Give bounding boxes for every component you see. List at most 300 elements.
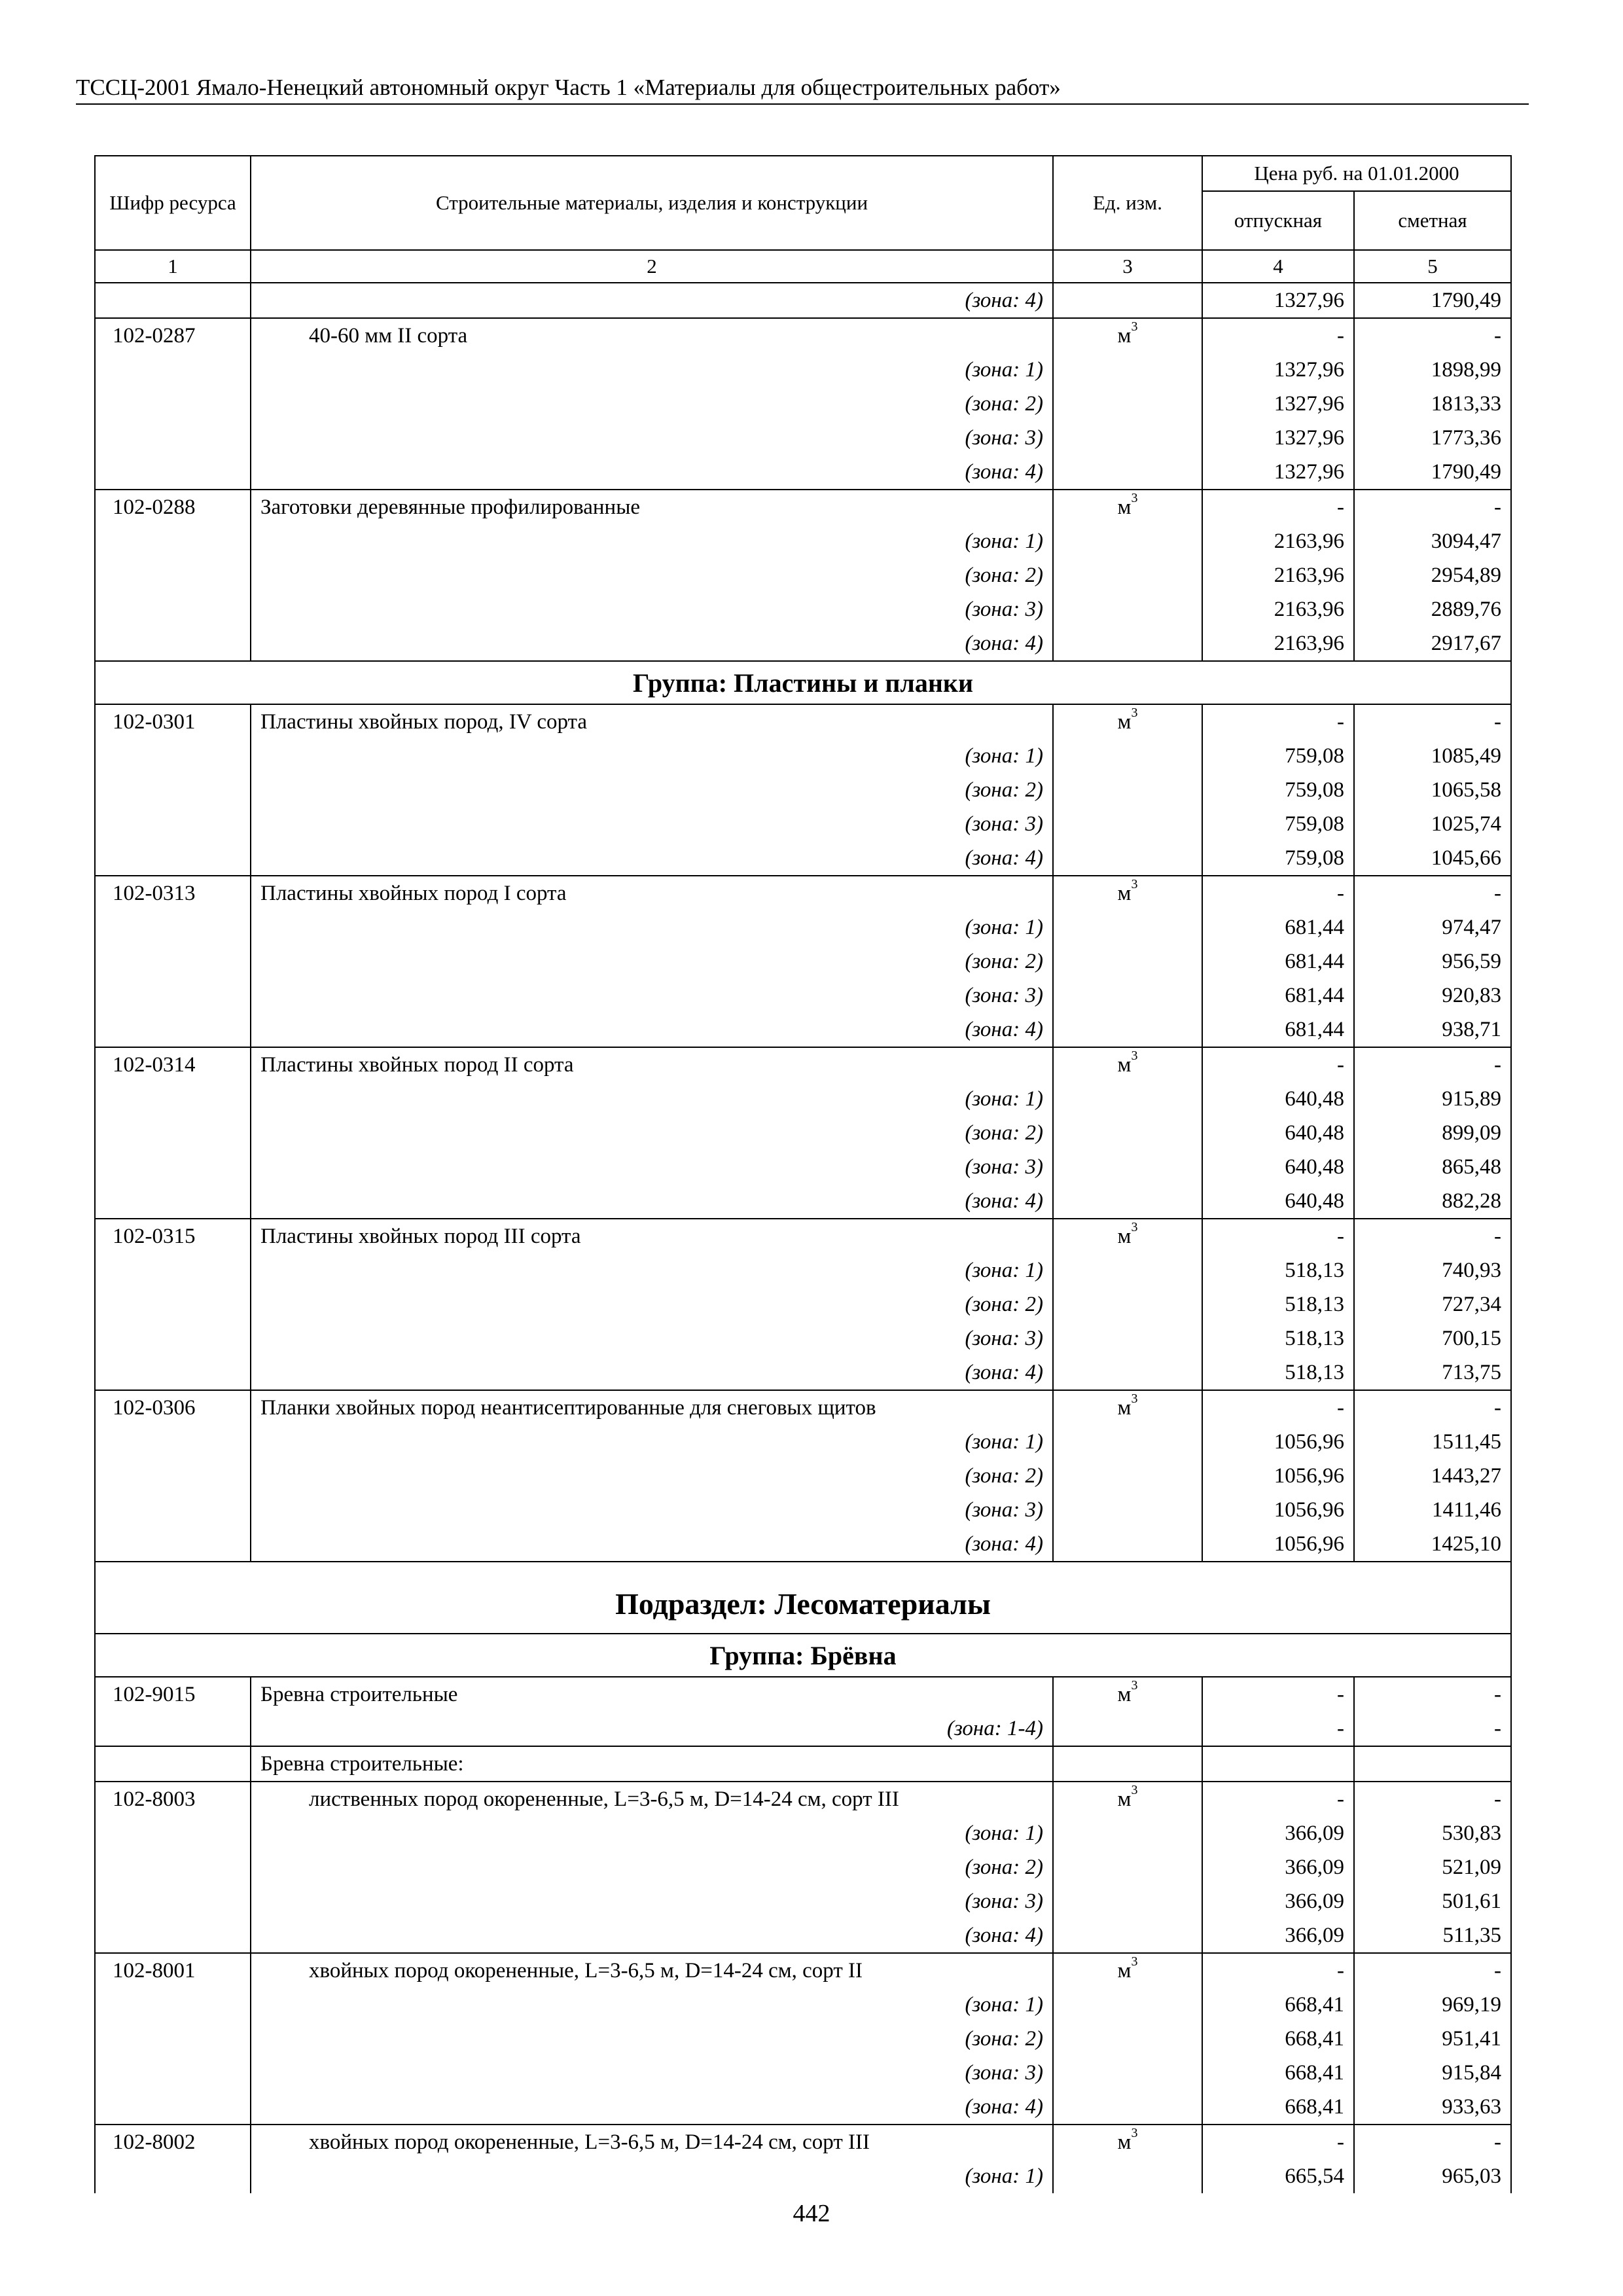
resource-code: [95, 1116, 251, 1150]
resource-code: [95, 1184, 251, 1219]
estimate-price: -: [1354, 1047, 1511, 1082]
resource-code: [95, 1150, 251, 1184]
unit-cell: [1053, 318, 1202, 353]
unit-cell: [1053, 1816, 1202, 1850]
table-row: [95, 2159, 1511, 2193]
release-price: 640,48: [1202, 1184, 1354, 1219]
zone-label: (зона: 4): [251, 841, 1053, 876]
release-price: 518,13: [1202, 1321, 1354, 1355]
table-row: [95, 1459, 1511, 1493]
column-number: 3: [1053, 250, 1202, 283]
table-row: [95, 773, 1511, 807]
material-name: хвойных пород окорененные, L=3-6,5 м, D=14-24 см, сорт III: [251, 2125, 1053, 2159]
zone-label: (зона: 1): [251, 1816, 1053, 1850]
unit-cell: [1053, 283, 1202, 318]
zone-label: (зона: 1): [251, 1082, 1053, 1116]
subsection-heading: Подраздел: Лесоматериалы: [95, 1562, 1511, 1634]
release-price: -: [1202, 1782, 1354, 1816]
table-row: [95, 1493, 1511, 1527]
unit-cell: [1053, 1082, 1202, 1116]
release-price: 668,41: [1202, 2056, 1354, 2090]
unit-cell: [1053, 1184, 1202, 1219]
release-price: 1056,96: [1202, 1459, 1354, 1493]
zone-label: (зона: 1): [251, 739, 1053, 773]
table-row: [95, 807, 1511, 841]
unit-cell: [1053, 524, 1202, 558]
unit: м: [1117, 1396, 1132, 1420]
estimate-price: 1045,66: [1354, 841, 1511, 876]
resource-code: [95, 1321, 251, 1355]
table-row: [95, 1527, 1511, 1562]
zone-label: (зона: 1): [251, 1425, 1053, 1459]
resource-code: [95, 1459, 251, 1493]
release-price: 759,08: [1202, 807, 1354, 841]
release-price: 759,08: [1202, 773, 1354, 807]
material-name: Планки хвойных пород неантисептированные для снеговых щитов: [251, 1390, 1053, 1425]
zone-label: (зона: 4): [251, 626, 1053, 661]
unit-cell: [1053, 1459, 1202, 1493]
table-row: [95, 1425, 1511, 1459]
material-name: Пластины хвойных пород III сорта: [251, 1219, 1053, 1253]
release-price: 2163,96: [1202, 524, 1354, 558]
estimate-price: 1085,49: [1354, 739, 1511, 773]
zone-label: (зона: 1): [251, 524, 1053, 558]
zone-label: (зона: 3): [251, 1150, 1053, 1184]
release-price: -: [1202, 490, 1354, 524]
zone-label: (зона: 3): [251, 1884, 1053, 1918]
table-row: [95, 2056, 1511, 2090]
zone-label: (зона: 3): [251, 978, 1053, 1013]
table-row: [95, 490, 1511, 524]
col-header-release-price: отпускная: [1202, 191, 1354, 250]
unit: м: [1117, 1053, 1132, 1077]
release-price: 668,41: [1202, 2022, 1354, 2056]
zone-label: (зона: 3): [251, 592, 1053, 626]
unit-cell: [1053, 1884, 1202, 1918]
table-row: [95, 1321, 1511, 1355]
estimate-price: 1790,49: [1354, 283, 1511, 318]
table-row: [95, 421, 1511, 455]
zone-label: (зона: 2): [251, 2022, 1053, 2056]
release-price: 668,41: [1202, 2090, 1354, 2125]
unit-cell: [1053, 1150, 1202, 1184]
zone-label: (зона: 3): [251, 807, 1053, 841]
estimate-price: 951,41: [1354, 2022, 1511, 2056]
table-row: [95, 978, 1511, 1013]
unit-cell: [1053, 739, 1202, 773]
release-price: 518,13: [1202, 1287, 1354, 1321]
col-header-code: Шифр ресурса: [95, 156, 251, 250]
unit-cell: [1053, 1390, 1202, 1425]
unit-cell: [1053, 1287, 1202, 1321]
zone-label: (зона: 3): [251, 2056, 1053, 2090]
unit-cell: [1053, 1712, 1202, 1746]
table-row: [95, 1746, 1511, 1782]
unit: м: [1117, 1225, 1132, 1248]
estimate-price: 511,35: [1354, 1918, 1511, 1953]
release-price: 1327,96: [1202, 421, 1354, 455]
estimate-price: 1511,45: [1354, 1425, 1511, 1459]
resource-code: 102-0313: [95, 876, 251, 910]
unit-cell: [1053, 910, 1202, 944]
unit: м: [1117, 2130, 1132, 2154]
estimate-price: 920,83: [1354, 978, 1511, 1013]
table-row: [95, 592, 1511, 626]
estimate-price: 965,03: [1354, 2159, 1511, 2193]
release-price: 366,09: [1202, 1816, 1354, 1850]
unit-superscript: 3: [1131, 319, 1138, 334]
table-row: [95, 387, 1511, 421]
unit-cell: [1053, 1116, 1202, 1150]
estimate-price: 933,63: [1354, 2090, 1511, 2125]
table-row: [95, 1355, 1511, 1390]
release-price: 759,08: [1202, 739, 1354, 773]
resource-code: [95, 1746, 251, 1782]
estimate-price: -: [1354, 1390, 1511, 1425]
estimate-price: -: [1354, 1782, 1511, 1816]
resource-code: 102-0287: [95, 318, 251, 353]
zone-label: (зона: 3): [251, 421, 1053, 455]
release-price: -: [1202, 1953, 1354, 1988]
unit-cell: [1053, 2022, 1202, 2056]
resource-code: [95, 387, 251, 421]
resource-code: [95, 1253, 251, 1287]
resource-code: [95, 455, 251, 490]
zone-label: (зона: 2): [251, 1287, 1053, 1321]
release-price: 1327,96: [1202, 387, 1354, 421]
table-row: [95, 318, 1511, 353]
zone-label: (зона: 1): [251, 1253, 1053, 1287]
estimate-price: 521,09: [1354, 1850, 1511, 1884]
unit-superscript: 3: [1131, 1220, 1138, 1234]
release-price: 640,48: [1202, 1150, 1354, 1184]
resource-code: [95, 283, 251, 318]
release-price: 640,48: [1202, 1082, 1354, 1116]
estimate-price: -: [1354, 1712, 1511, 1746]
estimate-price: 2954,89: [1354, 558, 1511, 592]
estimate-price: 2917,67: [1354, 626, 1511, 661]
zone-label: (зона: 4): [251, 283, 1053, 318]
subsection-heading-row: [95, 1562, 1511, 1634]
unit-cell: [1053, 1493, 1202, 1527]
estimate-price: 865,48: [1354, 1150, 1511, 1184]
release-price: -: [1202, 2125, 1354, 2159]
unit: м: [1117, 1787, 1132, 1811]
material-name: лиственных пород окорененные, L=3-6,5 м, D=14-24 см, сорт III: [251, 1782, 1053, 1816]
table-row: [95, 558, 1511, 592]
release-price: 1056,96: [1202, 1493, 1354, 1527]
estimate-price: 700,15: [1354, 1321, 1511, 1355]
unit-cell: [1053, 773, 1202, 807]
resource-code: [95, 1013, 251, 1047]
release-price: 366,09: [1202, 1850, 1354, 1884]
unit-cell: [1053, 704, 1202, 739]
unit-superscript: 3: [1131, 1049, 1138, 1063]
table-row: [95, 1918, 1511, 1953]
unit-cell: [1053, 421, 1202, 455]
resource-code: 102-8001: [95, 1953, 251, 1988]
unit: м: [1117, 495, 1132, 519]
release-price: -: [1202, 1219, 1354, 1253]
estimate-price: 530,83: [1354, 1816, 1511, 1850]
zone-label: (зона: 3): [251, 1321, 1053, 1355]
unit-cell: [1053, 1425, 1202, 1459]
unit-cell: [1053, 1850, 1202, 1884]
resource-code: [95, 421, 251, 455]
resource-code: [95, 978, 251, 1013]
zone-label: (зона: 1-4): [251, 1712, 1053, 1746]
resource-code: 102-8003: [95, 1782, 251, 1816]
table-row: [95, 626, 1511, 661]
group-heading: Группа: Пластины и планки: [95, 661, 1511, 704]
column-number: 5: [1354, 250, 1511, 283]
release-price: 1327,96: [1202, 283, 1354, 318]
table-row: [95, 353, 1511, 387]
estimate-price: 969,19: [1354, 1988, 1511, 2022]
resource-code: 102-0301: [95, 704, 251, 739]
zone-label: (зона: 2): [251, 1459, 1053, 1493]
table-body: [95, 283, 1511, 2193]
release-price: -: [1202, 318, 1354, 353]
column-number: 4: [1202, 250, 1354, 283]
unit-superscript: 3: [1131, 877, 1138, 891]
unit-cell: [1053, 1355, 1202, 1390]
unit-cell: [1053, 1219, 1202, 1253]
resource-code: [95, 1850, 251, 1884]
table-row: [95, 1150, 1511, 1184]
zone-label: (зона: 4): [251, 455, 1053, 490]
estimate-price: 915,89: [1354, 1082, 1511, 1116]
unit: м: [1117, 1683, 1132, 1706]
release-price: 665,54: [1202, 2159, 1354, 2193]
table-row: [95, 910, 1511, 944]
unit-cell: [1053, 841, 1202, 876]
resource-code: [95, 353, 251, 387]
estimate-price: 974,47: [1354, 910, 1511, 944]
table-row: [95, 944, 1511, 978]
unit: м: [1117, 710, 1132, 734]
estimate-price: 740,93: [1354, 1253, 1511, 1287]
estimate-price: [1354, 1746, 1511, 1782]
release-price: -: [1202, 1712, 1354, 1746]
estimate-price: 938,71: [1354, 1013, 1511, 1047]
release-price: 2163,96: [1202, 626, 1354, 661]
col-header-price-group: Цена руб. на 01.01.2000: [1202, 156, 1511, 191]
estimate-price: 3094,47: [1354, 524, 1511, 558]
resource-code: [95, 2090, 251, 2125]
zone-label: (зона: 2): [251, 1116, 1053, 1150]
resource-code: [95, 1918, 251, 1953]
resource-code: 102-8002: [95, 2125, 251, 2159]
estimate-price: 1025,74: [1354, 807, 1511, 841]
estimate-price: 1443,27: [1354, 1459, 1511, 1493]
unit-cell: [1053, 1953, 1202, 1988]
table-row: [95, 1677, 1511, 1712]
unit: м: [1117, 882, 1132, 905]
estimate-price: 2889,76: [1354, 592, 1511, 626]
unit-cell: [1053, 353, 1202, 387]
resource-code: [95, 944, 251, 978]
estimate-price: 882,28: [1354, 1184, 1511, 1219]
release-price: -: [1202, 1390, 1354, 1425]
group-heading-row: [95, 661, 1511, 704]
unit-cell: [1053, 1013, 1202, 1047]
estimate-price: -: [1354, 318, 1511, 353]
material-name: 40-60 мм II сорта: [251, 318, 1053, 353]
unit-superscript: 3: [1131, 2126, 1138, 2140]
release-price: 2163,96: [1202, 558, 1354, 592]
table-row: [95, 1953, 1511, 1988]
estimate-price: 1425,10: [1354, 1527, 1511, 1562]
zone-label: (зона: 1): [251, 1988, 1053, 2022]
zone-label: (зона: 4): [251, 2090, 1053, 2125]
unit-cell: [1053, 1677, 1202, 1712]
material-name: Пластины хвойных пород II сорта: [251, 1047, 1053, 1082]
resource-code: [95, 1355, 251, 1390]
table-row: [95, 1116, 1511, 1150]
estimate-price: 1790,49: [1354, 455, 1511, 490]
resource-code: [95, 524, 251, 558]
unit-superscript: 3: [1131, 1678, 1138, 1693]
unit-cell: [1053, 807, 1202, 841]
resource-code: [95, 592, 251, 626]
table-row: [95, 1884, 1511, 1918]
release-price: 1327,96: [1202, 353, 1354, 387]
estimate-price: -: [1354, 704, 1511, 739]
table-row: [95, 1253, 1511, 1287]
unit-cell: [1053, 592, 1202, 626]
release-price: 681,44: [1202, 1013, 1354, 1047]
zone-label: (зона: 2): [251, 944, 1053, 978]
table-row: [95, 2022, 1511, 2056]
unit-superscript: 3: [1131, 1954, 1138, 1969]
material-name: хвойных пород окорененные, L=3-6,5 м, D=14-24 см, сорт II: [251, 1953, 1053, 1988]
unit-cell: [1053, 2159, 1202, 2193]
resource-code: [95, 910, 251, 944]
zone-label: (зона: 3): [251, 1493, 1053, 1527]
release-price: 681,44: [1202, 978, 1354, 1013]
resource-code: [95, 2159, 251, 2193]
table-row: [95, 1816, 1511, 1850]
resource-code: [95, 739, 251, 773]
resource-code: 102-0306: [95, 1390, 251, 1425]
release-price: 2163,96: [1202, 592, 1354, 626]
unit-cell: [1053, 1047, 1202, 1082]
table-row: [95, 1287, 1511, 1321]
release-price: 759,08: [1202, 841, 1354, 876]
release-price: -: [1202, 1677, 1354, 1712]
estimate-price: 899,09: [1354, 1116, 1511, 1150]
resource-code: [95, 2022, 251, 2056]
resource-code: 102-0314: [95, 1047, 251, 1082]
estimate-price: -: [1354, 2125, 1511, 2159]
zone-label: (зона: 1): [251, 2159, 1053, 2193]
col-header-name: Строительные материалы, изделия и конструкции: [251, 156, 1053, 250]
table-row: [95, 455, 1511, 490]
unit-cell: [1053, 490, 1202, 524]
resource-code: [95, 626, 251, 661]
estimate-price: -: [1354, 1677, 1511, 1712]
release-price: 1056,96: [1202, 1527, 1354, 1562]
table-row: [95, 704, 1511, 739]
estimate-price: 956,59: [1354, 944, 1511, 978]
unit-cell: [1053, 626, 1202, 661]
release-price: -: [1202, 876, 1354, 910]
zone-label: (зона: 2): [251, 773, 1053, 807]
release-price: 640,48: [1202, 1116, 1354, 1150]
estimate-price: -: [1354, 1953, 1511, 1988]
table-row: [95, 876, 1511, 910]
unit-cell: [1053, 1253, 1202, 1287]
unit-cell: [1053, 1527, 1202, 1562]
zone-label: (зона: 1): [251, 910, 1053, 944]
table-row: [95, 1013, 1511, 1047]
unit-cell: [1053, 876, 1202, 910]
release-price: -: [1202, 704, 1354, 739]
group-heading: Группа: Брёвна: [95, 1634, 1511, 1677]
zone-label: (зона: 1): [251, 353, 1053, 387]
resource-code: [95, 1712, 251, 1746]
material-name: Пластины хвойных пород I сорта: [251, 876, 1053, 910]
release-price: 668,41: [1202, 1988, 1354, 2022]
unit-cell: [1053, 1782, 1202, 1816]
resource-code: [95, 1988, 251, 2022]
document-header: ТССЦ-2001 Ямало-Ненецкий автономный округ Часть 1 «Материалы для общестроительных работ»: [76, 72, 1529, 105]
zone-label: (зона: 2): [251, 1850, 1053, 1884]
group-heading-row: [95, 1634, 1511, 1677]
unit: м: [1117, 324, 1132, 348]
price-table: [94, 155, 1512, 2193]
table-row: [95, 1047, 1511, 1082]
release-price: 518,13: [1202, 1355, 1354, 1390]
page-number: 442: [793, 2200, 830, 2227]
estimate-price: 1065,58: [1354, 773, 1511, 807]
table-row: [95, 2125, 1511, 2159]
resource-code: [95, 1082, 251, 1116]
resource-code: 102-0315: [95, 1219, 251, 1253]
estimate-price: 1411,46: [1354, 1493, 1511, 1527]
resource-code: [95, 1527, 251, 1562]
estimate-price: -: [1354, 876, 1511, 910]
resource-code: [95, 773, 251, 807]
release-price: 681,44: [1202, 910, 1354, 944]
zone-label: (зона: 4): [251, 1527, 1053, 1562]
unit-cell: [1053, 2125, 1202, 2159]
col-header-estimate-price: сметная: [1354, 191, 1511, 250]
unit-superscript: 3: [1131, 1783, 1138, 1797]
table-row: [95, 1219, 1511, 1253]
resource-code: [95, 2056, 251, 2090]
resource-code: 102-9015: [95, 1677, 251, 1712]
unit-cell: [1053, 978, 1202, 1013]
zone-label: (зона: 4): [251, 1184, 1053, 1219]
column-number: 1: [95, 250, 251, 283]
column-number: 2: [251, 250, 1053, 283]
unit-cell: [1053, 387, 1202, 421]
unit-cell: [1053, 1321, 1202, 1355]
col-header-unit: Ед. изм.: [1053, 156, 1202, 250]
estimate-price: -: [1354, 1219, 1511, 1253]
release-price: -: [1202, 1047, 1354, 1082]
zone-label: (зона: 2): [251, 387, 1053, 421]
table-row: [95, 2090, 1511, 2125]
table-row: [95, 739, 1511, 773]
table-row: [95, 1390, 1511, 1425]
unit-cell: [1053, 1918, 1202, 1953]
table-row: [95, 1850, 1511, 1884]
resource-code: [95, 558, 251, 592]
zone-label: (зона: 2): [251, 558, 1053, 592]
